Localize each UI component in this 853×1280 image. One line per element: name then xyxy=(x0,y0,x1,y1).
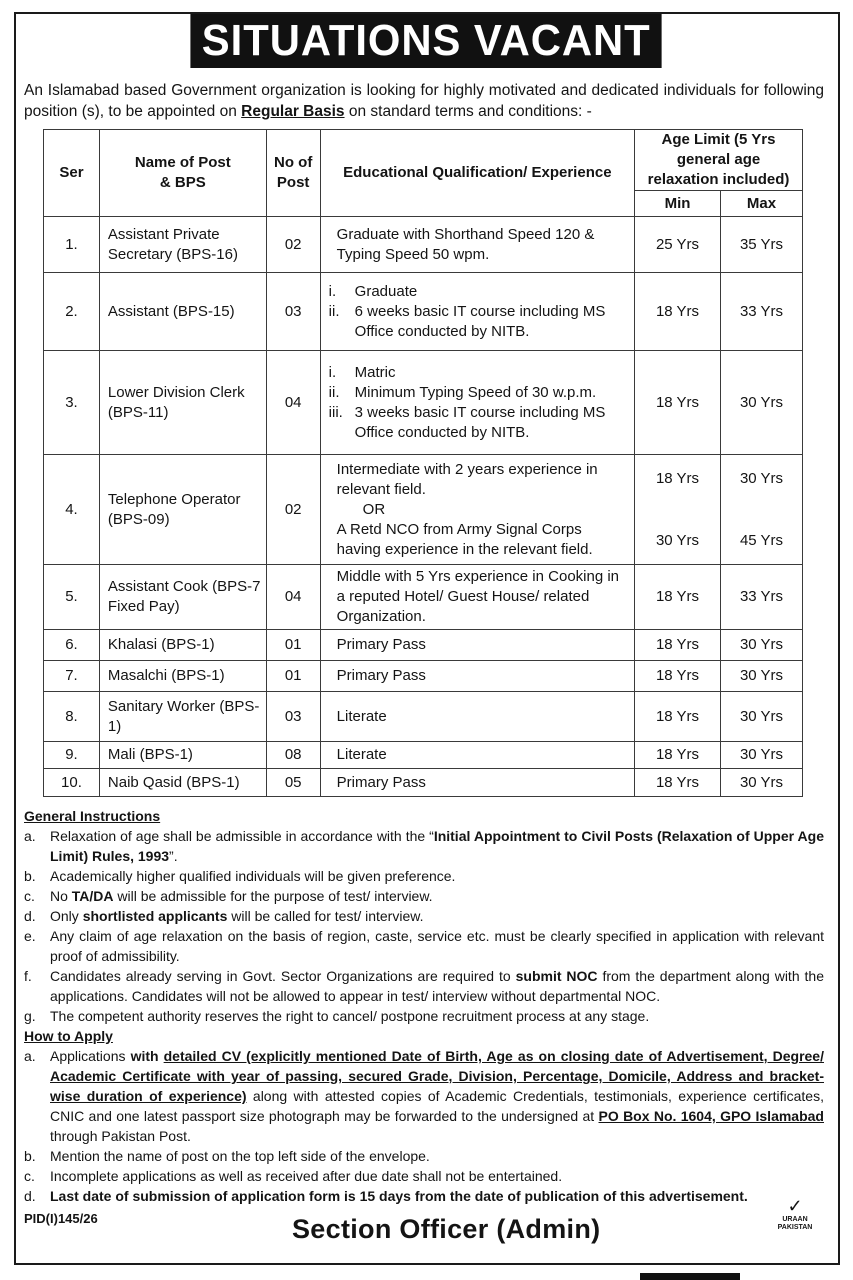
row-max: 30 Yrs xyxy=(721,742,803,769)
row-min: 25 Yrs xyxy=(635,217,721,273)
row-min: 18 Yrs xyxy=(635,661,721,692)
row-post: Mali (BPS-1) xyxy=(99,742,266,769)
row-post: Sanitary Worker (BPS-1) xyxy=(99,692,266,742)
row-qual: Literate xyxy=(320,692,634,742)
row-no: 08 xyxy=(266,742,320,769)
vacancy-table xyxy=(43,129,803,797)
list-item: c. No TA/DA will be admissible for the purpose of test/ interview. xyxy=(24,888,433,904)
row-no: 02 xyxy=(266,455,320,565)
row-ser: 1. xyxy=(44,217,100,273)
row-ser: 7. xyxy=(44,661,100,692)
header-max: Max xyxy=(721,191,803,217)
row-min: 18 Yrs xyxy=(635,273,721,351)
row-max: 30 Yrs 45 Yrs xyxy=(721,455,803,565)
row-no: 03 xyxy=(266,273,320,351)
row-no: 01 xyxy=(266,630,320,661)
header-min: Min xyxy=(635,191,721,217)
intro-text-end: on standard terms and conditions: - xyxy=(344,103,592,120)
table-row xyxy=(44,661,803,692)
list-item: a. Applications with detailed CV (explicitly mentioned Date of Birth, Age as on closing date of Advertisement, Degree/ Academic Certificate with year of passing, secured Grade, Division, Percentage, Domicile, Address and bracket-wise duration of experience) along with attested copies of Academic Credentials, testimonials, experience certificates, CNIC and one latest passport size photograph may be forwarded to the undersigned at PO Box No. 1604, GPO Islamabad through Pakistan Post. xyxy=(24,1048,824,1144)
row-qual: Graduate with Shorthand Speed 120 & Typing Speed 50 wpm. xyxy=(320,217,634,273)
intro-text: An Islamabad based Government organization is looking for highly motivated and dedicated individuals for following position (s), to be appointed on xyxy=(24,82,824,120)
header-no: No of Post xyxy=(266,130,320,217)
bottom-strip xyxy=(640,1273,740,1280)
list-item: f. Candidates already serving in Govt. Sector Organizations are required to submit NOC from the department along with the applications. Candidates will not be allowed to appear in test/ interview without departmental NOC. xyxy=(24,968,825,1004)
row-max: 33 Yrs xyxy=(721,565,803,630)
row-ser: 6. xyxy=(44,630,100,661)
row-no: 04 xyxy=(266,565,320,630)
pid-number: PID(I)145/26 xyxy=(24,1211,98,1226)
list-item: d. Only shortlisted applicants will be called for test/ interview. xyxy=(24,908,424,924)
row-qual: Middle with 5 Yrs experience in Cooking in a reputed Hotel/ Guest House/ related Organization. xyxy=(320,565,634,630)
row-post: Assistant Cook (BPS-7 Fixed Pay) xyxy=(99,565,266,630)
list-item: d. Last date of submission of application form is 15 days from the date of publication of this advertisement. xyxy=(24,1188,748,1204)
row-qual: i. Matric ii. Minimum Typing Speed of 30 w.p.m. iii. 3 weeks basic IT course including MS Office conducted by NITB. xyxy=(320,351,634,455)
row-ser: 3. xyxy=(44,351,100,455)
list-item: c. Incomplete applications as well as received after due date shall not be entertained. xyxy=(24,1168,563,1184)
list-item: b. Mention the name of post on the top left side of the envelope. xyxy=(24,1148,430,1164)
row-qual: Primary Pass xyxy=(320,769,634,797)
row-min: 18 Yrs 30 Yrs xyxy=(635,455,721,565)
row-qual: Literate xyxy=(320,742,634,769)
uraan-pakistan-logo xyxy=(770,1196,820,1248)
signatory: Section Officer (Admin) xyxy=(292,1214,601,1244)
row-post: Assistant (BPS-15) xyxy=(99,273,266,351)
table-row xyxy=(44,769,803,797)
row-ser: 5. xyxy=(44,565,100,630)
row-ser: 2. xyxy=(44,273,100,351)
row-no: 03 xyxy=(266,692,320,742)
row-post: Naib Qasid (BPS-1) xyxy=(99,769,266,797)
row-max: 33 Yrs xyxy=(721,273,803,351)
row-no: 04 xyxy=(266,351,320,455)
row-post: Telephone Operator (BPS-09) xyxy=(99,455,266,565)
page-title: SITUATIONS VACANT xyxy=(190,14,662,68)
header-ser: Ser xyxy=(44,130,100,217)
table-row xyxy=(44,692,803,742)
row-ser: 8. xyxy=(44,692,100,742)
table-row xyxy=(44,742,803,769)
row-no: 05 xyxy=(266,769,320,797)
table-row xyxy=(44,217,803,273)
table-row xyxy=(44,630,803,661)
logo-line1: URAAN xyxy=(782,1216,808,1223)
row-qual: Primary Pass xyxy=(320,661,634,692)
row-post: Assistant Private Secretary (BPS-16) xyxy=(99,217,266,273)
list-item: a. Relaxation of age shall be admissible in accordance with the “Initial Appointment to Civil Posts (Relaxation of Upper Age Limit) Rules, 1993”. xyxy=(24,828,824,864)
row-max: 30 Yrs xyxy=(721,351,803,455)
table-row xyxy=(44,455,803,565)
row-post: Lower Division Clerk (BPS-11) xyxy=(99,351,266,455)
header-qual: Educational Qualification/ Experience xyxy=(320,130,634,217)
logo-mark-icon: ✓ xyxy=(787,1196,803,1216)
header-post: Name of Post & BPS xyxy=(99,130,266,217)
row-post: Khalasi (BPS-1) xyxy=(99,630,266,661)
row-ser: 9. xyxy=(44,742,100,769)
row-qual: Primary Pass xyxy=(320,630,634,661)
row-min: 18 Yrs xyxy=(635,769,721,797)
table-row xyxy=(44,351,803,455)
row-max: 30 Yrs xyxy=(721,692,803,742)
row-min: 18 Yrs xyxy=(635,630,721,661)
list-item: g. The competent authority reserves the right to cancel/ postpone recruitment process at any stage. xyxy=(24,1008,650,1024)
row-min: 18 Yrs xyxy=(635,742,721,769)
general-instructions xyxy=(24,806,824,1206)
row-min: 18 Yrs xyxy=(635,692,721,742)
list-item: e. Any claim of age relaxation on the basis of region, caste, service etc. must be clearly specified in application with relevant proof of admissibility. xyxy=(24,928,824,964)
row-post: Masalchi (BPS-1) xyxy=(99,661,266,692)
row-min: 18 Yrs xyxy=(635,351,721,455)
how-to-apply-heading: How to Apply xyxy=(24,1028,113,1044)
row-ser: 10. xyxy=(44,769,100,797)
intro-emphasis: Regular Basis xyxy=(241,103,345,120)
row-max: 30 Yrs xyxy=(721,769,803,797)
table-row xyxy=(44,565,803,630)
title-bar xyxy=(16,14,838,68)
row-qual: i. Graduate ii. 6 weeks basic IT course including MS Office conducted by NITB. xyxy=(320,273,634,351)
row-max: 30 Yrs xyxy=(721,630,803,661)
row-min: 18 Yrs xyxy=(635,565,721,630)
row-qual: Intermediate with 2 years experience in relevant field. OR A Retd NCO from Army Signal Corps having experience in the relevant field. xyxy=(320,455,634,565)
logo-line2: PAKISTAN xyxy=(777,1224,813,1231)
row-no: 02 xyxy=(266,217,320,273)
row-no: 01 xyxy=(266,661,320,692)
row-ser: 4. xyxy=(44,455,100,565)
header-age: Age Limit (5 Yrs general age relaxation included) xyxy=(635,130,803,191)
table-row xyxy=(44,273,803,351)
row-max: 30 Yrs xyxy=(721,661,803,692)
general-instructions-heading: General Instructions xyxy=(24,808,161,824)
list-item: b. Academically higher qualified individuals will be given preference. xyxy=(24,868,456,884)
row-max: 35 Yrs xyxy=(721,217,803,273)
intro-paragraph xyxy=(24,80,824,122)
